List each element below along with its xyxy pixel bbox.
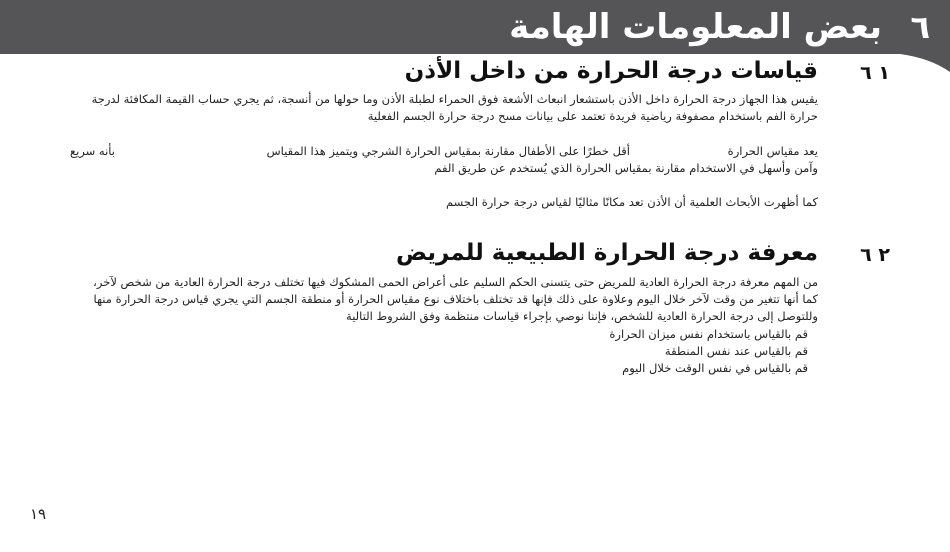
page-number: ١٩	[30, 505, 47, 523]
section-2-paragraph-line-3: وللتوصل إلى درجة الحرارة العادية للشخص، فإننا نوصي بإجراء قياسات منتظمة وفق الشروط التالية	[346, 309, 818, 323]
section-2-paragraph-line-2: كما أنها تتغير من وقت لآخر خلال اليوم وعلاوة على ذلك فإنها قد تختلف باختلاف نوع مقياس الحرارة أو منطقة الجسم التي يجري قياس درجة الحرارة منها	[93, 292, 818, 306]
chapter-number: ٦	[910, 8, 930, 46]
list-item: قم بالقياس عند نفس المنطقة	[664, 344, 808, 358]
section-2-paragraph-line-1: من المهم معرفة درجة الحرارة العادية للمريض حتى يتسنى الحكم السليم على أعراض الحمى المشكوك فيها تختلف درجة الحرارة العادية من شخص لآخر،	[93, 275, 818, 289]
section-1-paragraph-3: كما أظهرت الأبحاث العلمية أن الأذن تعد مكانًا مثاليًا لقياس درجة حرارة الجسم	[446, 195, 818, 209]
chapter-title: بعض المعلومات الهامة	[509, 7, 882, 47]
section-1-heading: قياسات درجة الحرارة من داخل الأذن	[404, 58, 818, 84]
section-1-paragraph-1-line-2: حرارة الفم باستخدام مصفوفة رياضية فريدة تعتمد على بيانات مسح درجة حرارة الجسم الفعلية	[367, 109, 818, 123]
section-1-paragraph-2-line-2: وآمن وأسهل في الاستخدام مقارنة بمقياس الحرارة الذي يُستخدم عن طريق الفم	[434, 161, 818, 175]
section-1-paragraph-2-segment-3: بأنه سريع	[69, 144, 115, 158]
section-2-number: ٢ ٦	[860, 244, 890, 266]
section-1-number: ١ ٦	[860, 62, 890, 84]
section-2-heading: معرفة درجة الحرارة الطبيعية للمريض	[395, 240, 818, 266]
section-1-paragraph-2-segment-2: أقل خطرًا على الأطفال مقارنة بمقياس الحرارة الشرجي ويتميز هذا المقياس	[266, 144, 630, 158]
list-item: قم بالقياس باستخدام نفس ميزان الحرارة	[609, 327, 808, 341]
header-tail-decoration	[900, 54, 950, 72]
list-item: قم بالقياس في نفس الوقت خلال اليوم	[622, 361, 808, 375]
section-1-paragraph-1-line-1: يقيس هذا الجهاز درجة الحرارة داخل الأذن باستشعار انبعاث الأشعة فوق الحمراء لطبلة الأذن وما حولها من أنسجة، ثم يجري حساب القيمة المكافئة لدرجة	[91, 92, 818, 106]
section-1-paragraph-2-segment-1: يعد مقياس الحرارة	[727, 144, 818, 158]
